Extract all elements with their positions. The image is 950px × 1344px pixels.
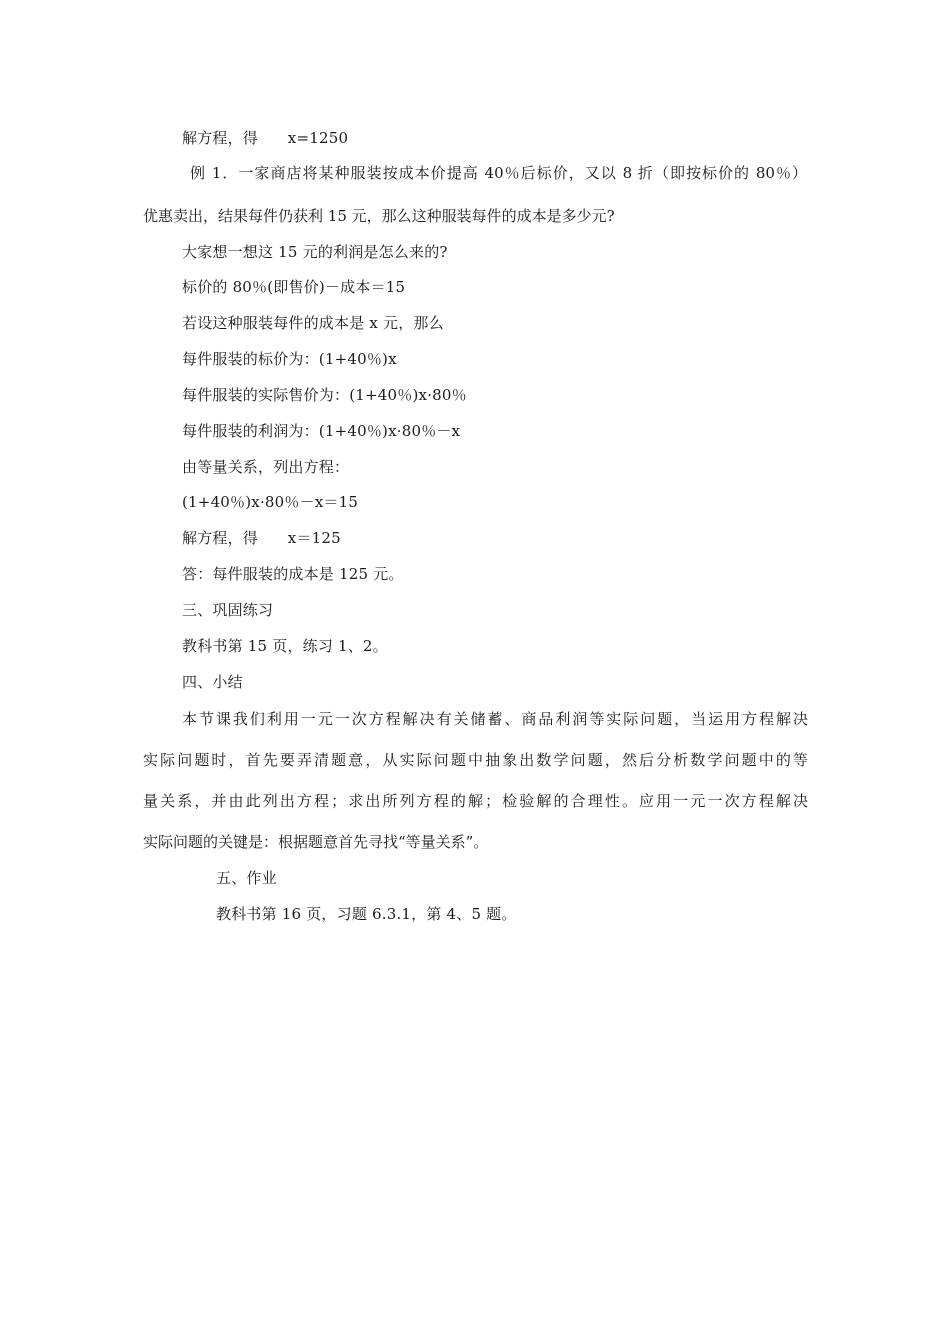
equation-relation: 标价的 80％(即售价)－成本＝15	[182, 278, 406, 296]
selling-price-line: 每件服装的实际售价为：(1+40％)x·80％	[182, 386, 467, 404]
section-5-body: 教科书第 16 页，习题 6.3.1，第 4、5 题。	[216, 905, 517, 923]
equation-line: (1+40％)x·80％－x＝15	[182, 493, 359, 511]
example-1-line-2: 优惠卖出，结果每件仍获利 15 元，那么这种服装每件的成本是多少元?	[143, 207, 615, 225]
profit-line: 每件服装的利润为：(1+40％)x·80％－x	[182, 422, 461, 440]
section-3-body: 教科书第 15 页，练习 1、2。	[182, 637, 388, 655]
assume-cost-x: 若设这种服装每件的成本是 x 元，那么	[182, 314, 444, 332]
summary-line-1: 本节课我们利用一元一次方程解决有关储蓄、商品利润等实际问题，当运用方程解决	[182, 710, 808, 728]
summary-line-2: 实际问题时，首先要弄清题意，从实际问题中抽象出数学问题，然后分析数学问题中的等	[143, 751, 808, 769]
question-profit-origin: 大家想一想这 15 元的利润是怎么来的?	[182, 243, 448, 261]
relation-intro-line: 由等量关系，列出方程：	[182, 458, 350, 476]
answer-line: 答：每件服装的成本是 125 元。	[182, 565, 404, 583]
solve-line-125: 解方程，得 x＝125	[182, 529, 341, 547]
section-5-heading: 五、作业	[216, 869, 277, 887]
section-3-heading: 三、巩固练习	[182, 601, 274, 619]
example-1-line-1: 例 1．一家商店将某种服装按成本价提高 40％后标价，又以 8 折（即按标价的 80％）	[190, 164, 807, 182]
summary-line-3: 量关系，并由此列出方程；求出所列方程的解；检验解的合理性。应用一元一次方程解决	[143, 792, 808, 810]
section-4-heading: 四、小结	[182, 673, 243, 691]
summary-line-4: 实际问题的关键是：根据题意首先寻找“等量关系”。	[143, 833, 489, 851]
marked-price-line: 每件服装的标价为：(1+40％)x	[182, 350, 397, 368]
solve-line-1250: 解方程，得 x=1250	[182, 129, 349, 147]
